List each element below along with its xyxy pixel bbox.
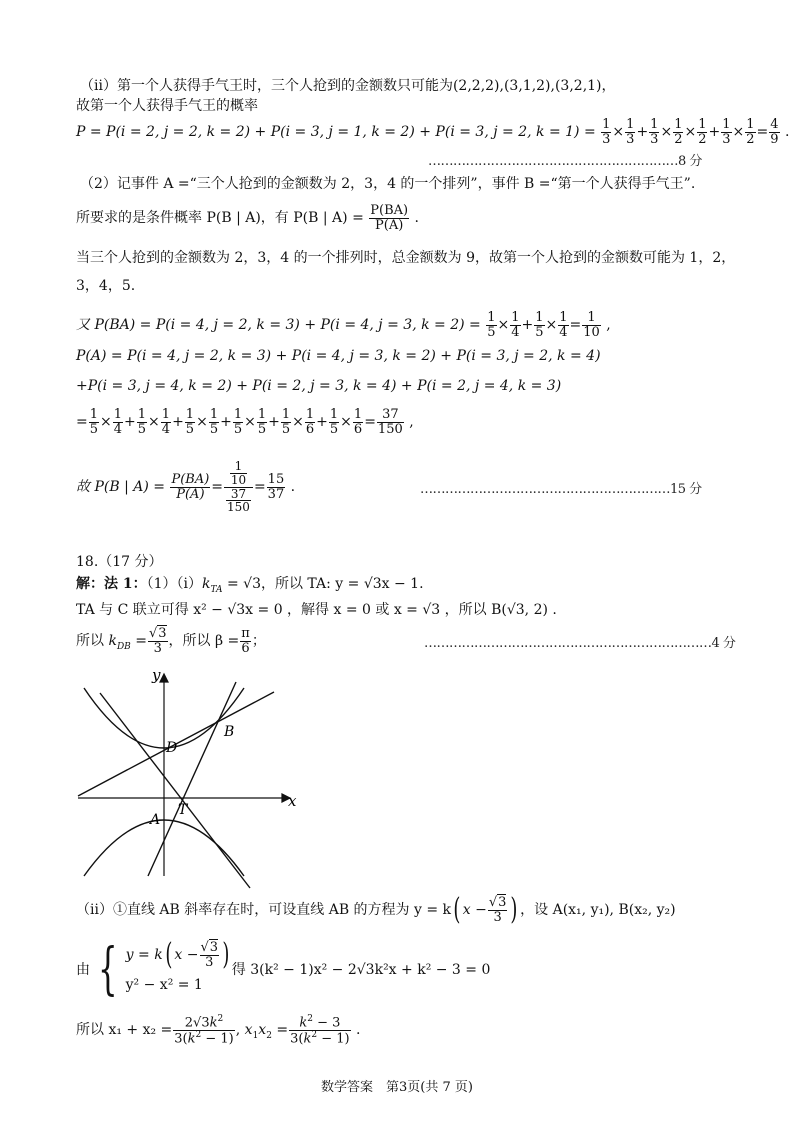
q2-conditional-line: 所要求的是条件概率 P(B | A)，有 P(B | A) = $\frac{P(BA)}{P(A)}$ . [76,202,420,233]
q2-cond-prefix: 所要求的是条件概率 P(B | A)，有 P(B | A) = [76,210,364,226]
score-line-8: ……………………………………………………8 分 [428,154,702,169]
line-ab [148,682,236,876]
point-a-label: A [150,812,161,828]
q18-line3-prefix: 所以 [76,633,104,649]
line-ta [100,693,250,888]
q18-line3-mid: ，所以 β = [168,633,240,649]
pa-equation-1: P(A) = P(i = 4, j = 2, k = 3) + P(i = 4, j = 3, k = 2) + P(i = 3, j = 2, k = 4) [76,348,601,364]
part-ii-b-suffix: ，设 A(x₁, y₁), B(x₂, y₂) [520,902,676,918]
probability-equation: P = P(i = 2, j = 2, k = 2) + P(i = 3, j = 1, k = 2) + P(i = 3, j = 2, k = 1) = $\frac{1}{3}$ × $\frac{1}{3}$ + $\frac{1}{3}$ × $\frac{1}{2}$ × $\frac{1}{2}$ + $\frac{1}{3}$ × $\frac{1}{2}$ = $\frac{4}{9}$ . [76,116,790,147]
q2-explain-2: 3，4，5. [76,278,136,294]
vieta-line: 所以 x₁ + x₂ = $\frac{2√3k^2}{3(k^2 - 1)}$ , $x_1x_2$ = $\frac{k^2 - 3}{3(k^2 - 1)}$ . [76,1013,361,1046]
q18-line3: 所以 $k_{DB}$ = $\frac{√3}{3}$ ，所以 β = $\frac{\pi}{6}$ ； [76,625,266,656]
pa-equation-3: = $\frac{1}{5}$ × $\frac{1}{4}$ + $\frac{1}{5}$ × $\frac{1}{4}$ + $\frac{1}{5}$ × $\frac{1}{5}$ + $\frac{1}{5}$ × $\frac{1}{5}$ + $\frac{1}{5}$ × $\frac{1}{6}$ + $\frac{1}{5}$ × $\frac{1}{6}$ = $\frac{37}{150}$ , [76,406,414,437]
part-ii-intro: （ⅱ）第一个人获得手气王时，三个人抢到的金额数只可能为 [80,78,453,94]
probability-equation-lhs: P = P(i = 2, j = 2, k = 2) + P(i = 3, j = 1, k = 2) + P(i = 3, j = 2, k = 1) = [76,124,596,140]
x-axis-label: x [288,792,297,810]
q2-cond-den: P(A) [375,217,404,233]
part-ii-conclusion: 故第一个人获得手气王的概率 [76,98,258,114]
system-line2: y² − x² = 1 [125,977,203,993]
score-8: 8 分 [678,154,702,169]
q18-line1: 解：法 1：$(1)(ⅰ)k_{TA} = √3$，所以 TA: y = √3x − 1. [76,576,424,595]
pba-equation: 又 P(BA) = P(i = 4, j = 2, k = 3) + P(i = 4, j = 3, k = 2) = $\frac{1}{5}$ × $\frac{1}{4}$ + $\frac{1}{5}$ × $\frac{1}{4}$ = $\frac{1}{10}$ , [76,309,611,340]
y-axis-label: y [152,668,161,684]
y-axis-arrow [160,674,168,682]
part-ii-b-line: （ⅱ）①直线 AB 斜率存在时，可设直线 AB 的方程为 y = k( x − $\frac{√3}{3}$ ) ，设 A(x₁, y₁), B(x₂, y₂) [76,892,676,927]
page-footer: 数学答案 第3页(共 7 页) [321,1080,473,1095]
point-d-label: D [166,740,178,756]
q18-title: 18.（17 分） [76,554,163,570]
q18-sol-label: 解：法 1： [76,576,147,592]
score-line-4: ……………………………………………………………4 分 [424,636,736,651]
score-15: 15 分 [670,482,702,497]
score-4: 4 分 [711,636,736,651]
q2-cond-num: P(BA) [370,202,409,218]
system-prefix: 由 [76,962,90,978]
score-line-15: ……………………………………………………15 分 [420,482,702,497]
final-probability: 故 P(B | A) = $\frac{P(BA)}{P(A)}$ = $\frac{\frac{1}{10}}{\frac{37}{150}}$ = $\frac{15}{37}$ . [76,459,296,515]
q2-explain-1: 当三个人抢到的金额数为 2，3，4 的一个排列时，总金额数为 9，故第一个人抢到的金额数可能为 1，2， [76,250,736,266]
q18-line1-a: （1）（ⅰ） [146,576,203,592]
vieta-prefix: 所以 x₁ + x₂ = [76,1022,173,1038]
part-ii-tuples: (2,2,2),(3,1,2),(3,2,1)， [452,78,616,94]
part-ii-b-prefix: （ⅱ）①直线 AB 斜率存在时，可设直线 AB 的方程为 y = k [76,902,452,918]
system-line: 由 { y = k( x − $\frac{√3}{3}$ ) y² − x² = 1 得 3(k² − 1)x² − 2√3k²x + k² − 3 = 0 [76,937,491,1002]
pa-equation-2: +P(i = 3, j = 4, k = 2) + P(i = 2, j = 3, k = 4) + P(i = 2, j = 4, k = 3) [76,378,562,394]
part-ii-intro-line [80,76,616,96]
hyperbola-graph [70,668,310,890]
pba-lhs: 又 P(BA) = P(i = 4, j = 2, k = 3) + P(i = 4, j = 3, k = 2) = [76,317,481,333]
system-result: 得 3(k² − 1)x² − 2√3k²x + k² − 3 = 0 [231,962,491,978]
point-b-label: B [224,724,235,740]
q18-line2: TA 与 C 联立可得 x² − √3x = 0 ，解得 x = 0 或 x = √3 ，所以 B(√3, 2) . [76,602,557,618]
q18-line1-b: ，所以 TA: y = √3x − 1. [260,576,424,592]
q2-text: （2）记事件 A =“三个人抢到的金额数为 2，3，4 的一个排列”，事件 B =“第一个人获得手气王”. [80,176,696,192]
point-t-label: T [178,802,188,818]
final-prefix: 故 P(B | A) = [76,479,165,495]
